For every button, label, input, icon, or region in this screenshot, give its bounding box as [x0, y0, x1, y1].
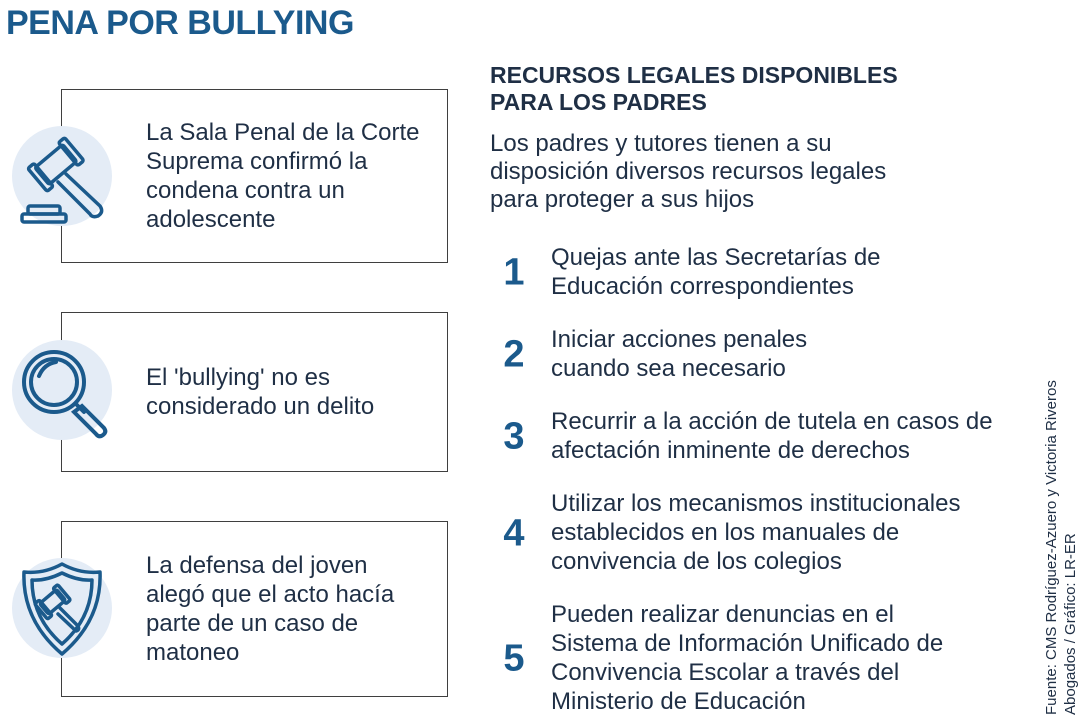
- magnifying-glass-icon: [8, 336, 116, 444]
- info-card-1: [61, 89, 448, 263]
- list-item: [496, 600, 1006, 718]
- list-item: [496, 407, 1006, 467]
- resources-subheading: Los padres y tutores tienen a su disposición diversos recursos legales para proteger a sus hijos: [490, 130, 887, 213]
- item-text: Pueden realizar denuncias en el Sistema de Información Unificado de Convivencia Escolar a través del Ministerio de Educación: [551, 601, 944, 715]
- card-text: La Sala Penal de la Corte Suprema confirmó la condena contra un adolescente: [146, 119, 420, 233]
- shield-gavel-icon: [8, 554, 116, 662]
- list-item: [496, 243, 1006, 303]
- info-card-3: [61, 521, 448, 697]
- item-text: Recurrir a la acción de tutela en casos de afectación inminente de derechos: [551, 408, 993, 464]
- item-text: Iniciar acciones penales cuando sea necesario: [551, 326, 808, 382]
- item-text: Utilizar los mecanismos institucionales establecidos en los manuales de convivencia de los colegios: [551, 490, 961, 575]
- card-text: El 'bullying' no es considerado un delito: [146, 364, 375, 420]
- item-number: 4: [503, 512, 525, 554]
- card-text: La defensa del joven alegó que el acto hacía parte de un caso de matoneo: [146, 552, 395, 666]
- item-number: 3: [503, 415, 525, 458]
- info-card-2: [61, 312, 448, 472]
- resources-heading: RECURSOS LEGALES DISPONIBLES PARA LOS PADRES: [490, 62, 898, 115]
- list-item: [496, 325, 1006, 385]
- gavel-icon: [8, 122, 116, 230]
- item-number: 2: [503, 333, 525, 376]
- source-credit: Fuente: CMS Rodríguez-Azuero y Victoria Riveros Abogados / Gráfico: LR-ER: [1043, 380, 1079, 715]
- page-title: PENA POR BULLYING: [6, 4, 354, 42]
- item-number: 1: [503, 251, 525, 294]
- list-item: [496, 489, 1006, 578]
- item-text: Quejas ante las Secretarías de Educación correspondientes: [551, 244, 881, 300]
- item-number: 5: [503, 637, 525, 680]
